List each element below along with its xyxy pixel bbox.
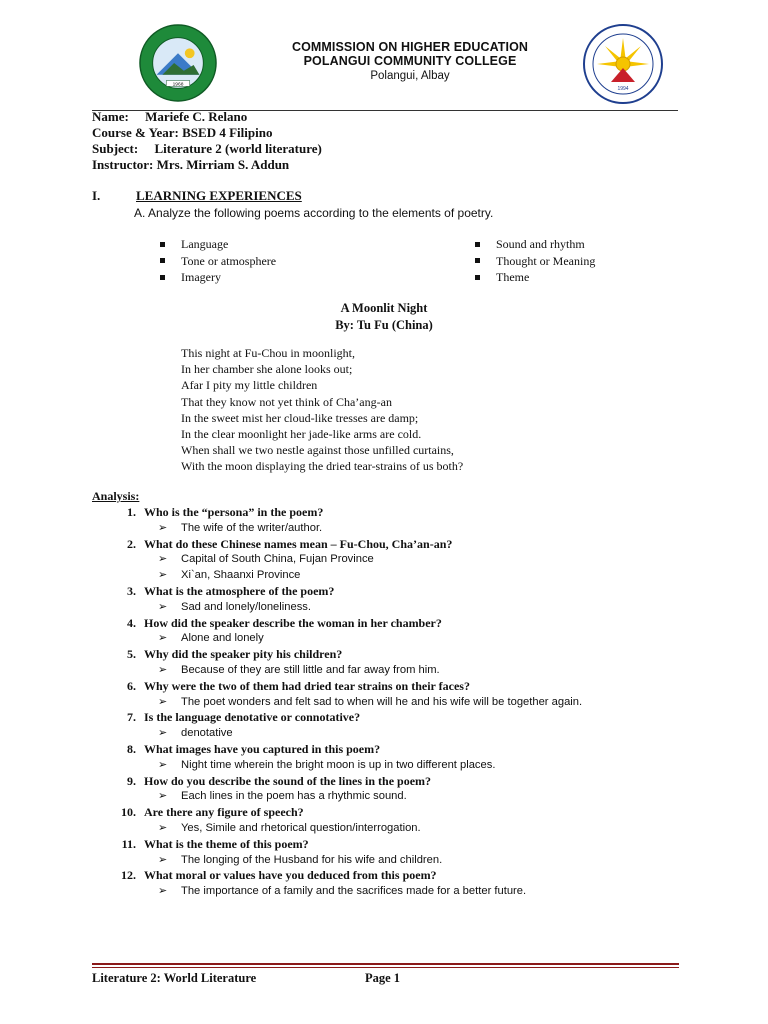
question-item xyxy=(108,742,708,758)
bullet-icon xyxy=(475,242,480,247)
analysis-heading: Analysis: xyxy=(92,489,140,503)
poem-line: With the moon displaying the dried tear-strains of us both? xyxy=(181,459,464,474)
elements-list-left xyxy=(158,236,276,286)
poem-line: Afar I pity my little children xyxy=(181,378,318,393)
list-item: Language xyxy=(158,236,276,253)
question-item xyxy=(108,505,708,521)
answer-item xyxy=(108,600,708,616)
answer-item xyxy=(108,695,708,711)
question-number: 1. xyxy=(127,505,136,519)
answer-item xyxy=(108,663,708,679)
question-number: 10. xyxy=(121,805,136,820)
arrow-bullet-icon: ➢ xyxy=(158,853,168,866)
footer-divider xyxy=(92,963,679,965)
arrow-bullet-icon: ➢ xyxy=(158,727,168,740)
poem-text xyxy=(181,345,463,475)
list-item: Thought or Meaning xyxy=(473,253,595,270)
answer-text: The longing of the Husband for his wife and children. xyxy=(181,853,443,866)
arrow-bullet-icon: ➢ xyxy=(158,663,168,676)
question-number: 6. xyxy=(127,678,136,693)
analysis-list xyxy=(108,505,708,900)
answer-item xyxy=(108,758,708,774)
answer-text: Because of they are still little and far away from him. xyxy=(181,663,440,676)
arrow-bullet-icon: ➢ xyxy=(158,885,168,898)
question-text: What is the theme of this poem? xyxy=(144,836,309,851)
bullet-icon xyxy=(160,258,165,263)
question-text: Why did the speaker pity his children? xyxy=(144,647,343,662)
footer-page-number: Page 1 xyxy=(365,971,401,985)
student-info xyxy=(92,109,322,173)
bullet-icon xyxy=(475,258,480,263)
answer-item xyxy=(108,853,708,869)
answer-text: Each lines in the poem has a rhythmic sound. xyxy=(181,790,407,803)
svg-text:1994: 1994 xyxy=(617,86,629,92)
answer-item xyxy=(108,884,708,900)
question-text: What do these Chinese names mean – Fu-Chou, Cha’an-an? xyxy=(144,536,453,551)
question-text: Is the language denotative or connotative? xyxy=(144,710,361,725)
poem-line: That they know not yet think of Cha’ang-an xyxy=(181,394,392,409)
elements-list-right xyxy=(473,236,595,286)
answer-item xyxy=(108,521,708,537)
section-title: LEARNING EXPERIENCES xyxy=(136,188,302,203)
answer-text: denotative xyxy=(181,727,233,740)
footer-divider-thin xyxy=(92,967,679,968)
arrow-bullet-icon: ➢ xyxy=(158,632,168,645)
poem-line: In the sweet mist her cloud-like tresses are damp; xyxy=(181,410,419,425)
instruction-text: A. Analyze the following poems according to the elements of poetry. xyxy=(134,206,494,220)
list-item: Theme xyxy=(473,269,595,286)
course-year: Course & Year: BSED 4 Filipino xyxy=(92,125,273,140)
list-item: Imagery xyxy=(158,269,276,286)
poem-line: In the clear moonlight her jade-like arms are cold. xyxy=(181,427,422,442)
answer-text: Sad and lonely/loneliness. xyxy=(181,600,311,613)
answer-item xyxy=(108,821,708,837)
question-item xyxy=(108,837,708,853)
question-number: 3. xyxy=(127,583,136,598)
arrow-bullet-icon: ➢ xyxy=(158,521,168,534)
question-text: Who is the “persona” in the poem? xyxy=(144,505,324,519)
question-text: What moral or values have you deduced from this poem? xyxy=(144,868,437,883)
arrow-bullet-icon: ➢ xyxy=(158,758,168,771)
arrow-bullet-icon: ➢ xyxy=(158,569,168,582)
question-text: Why were the two of them had dried tear strains on their faces? xyxy=(144,678,470,693)
question-text: How do you describe the sound of the lines in the poem? xyxy=(144,773,432,788)
answer-text: The poet wonders and felt sad to when will he and his wife will be together again. xyxy=(181,695,583,708)
question-number: 12. xyxy=(121,868,136,883)
question-item xyxy=(108,710,708,726)
ched-logo xyxy=(583,24,663,104)
answer-text: Capital of South China, Fujan Province xyxy=(181,553,374,566)
question-number: 4. xyxy=(127,615,136,630)
section-heading xyxy=(92,188,302,204)
arrow-bullet-icon: ➢ xyxy=(158,790,168,803)
question-item xyxy=(108,616,708,632)
answer-text: The wife of the writer/author. xyxy=(181,521,323,534)
answer-text: Alone and lonely xyxy=(181,632,264,645)
footer-course-title: Literature 2: World Literature xyxy=(92,971,257,985)
answer-item xyxy=(108,631,708,647)
header-commission-title: COMMISSION ON HIGHER EDUCATION xyxy=(291,40,529,54)
header-college-name: POLANGUI COMMUNITY COLLEGE xyxy=(303,54,517,68)
bullet-icon xyxy=(160,242,165,247)
question-item xyxy=(108,647,708,663)
subject: Subject: Literature 2 (world literature) xyxy=(92,141,322,156)
list-item: Sound and rhythm xyxy=(473,236,595,253)
answer-item xyxy=(108,568,708,584)
answer-text: Xi`an, Shaanxi Province xyxy=(181,569,301,582)
poem-line: When shall we two nestle against those unfilled curtains, xyxy=(181,443,454,458)
arrow-bullet-icon: ➢ xyxy=(158,821,168,834)
poem-title: A Moonlit Night xyxy=(340,301,428,315)
question-item xyxy=(108,584,708,600)
institution-header xyxy=(240,40,580,83)
question-text: How did the speaker describe the woman in her chamber? xyxy=(144,615,442,630)
question-number: 8. xyxy=(127,741,136,756)
instructor: Instructor: Mrs. Mirriam S. Addun xyxy=(92,157,290,172)
question-item xyxy=(108,679,708,695)
poem-line: In her chamber she alone looks out; xyxy=(181,362,353,377)
question-number: 9. xyxy=(127,773,136,788)
question-text: What images have you captured in this poem? xyxy=(144,741,381,756)
answer-item xyxy=(108,552,708,568)
question-text: Are there any figure of speech? xyxy=(144,805,304,820)
bullet-icon xyxy=(160,275,165,280)
polangui-community-college-logo xyxy=(139,24,217,102)
answer-text: Night time wherein the bright moon is up in two different places. xyxy=(181,758,496,771)
bullet-icon xyxy=(475,275,480,280)
question-item xyxy=(108,805,708,821)
answer-text: Yes, Simile and rhetorical question/interrogation. xyxy=(181,821,421,834)
header-location: Polangui, Albay xyxy=(370,70,450,82)
section-number: I. xyxy=(92,188,101,203)
answer-text: The importance of a family and the sacrifices made for a better future. xyxy=(181,885,527,898)
question-number: 7. xyxy=(127,710,136,725)
question-number: 11. xyxy=(121,836,136,851)
arrow-bullet-icon: ➢ xyxy=(158,695,168,708)
student-name: Name: Mariefe C. Relano xyxy=(92,109,248,124)
poem-author: By: Tu Fu (China) xyxy=(335,318,433,332)
question-item xyxy=(108,868,708,884)
question-item xyxy=(108,774,708,790)
arrow-bullet-icon: ➢ xyxy=(158,600,168,613)
answer-item xyxy=(108,726,708,742)
question-number: 5. xyxy=(127,647,136,662)
svg-text:1968: 1968 xyxy=(172,82,184,88)
poem-line: This night at Fu-Chou in moonlight, xyxy=(181,346,356,360)
question-item xyxy=(108,537,708,553)
answer-item xyxy=(108,789,708,805)
question-text: What is the atmosphere of the poem? xyxy=(144,583,335,598)
list-item: Tone or atmosphere xyxy=(158,253,276,270)
arrow-bullet-icon: ➢ xyxy=(158,553,168,566)
question-number: 2. xyxy=(127,536,136,551)
